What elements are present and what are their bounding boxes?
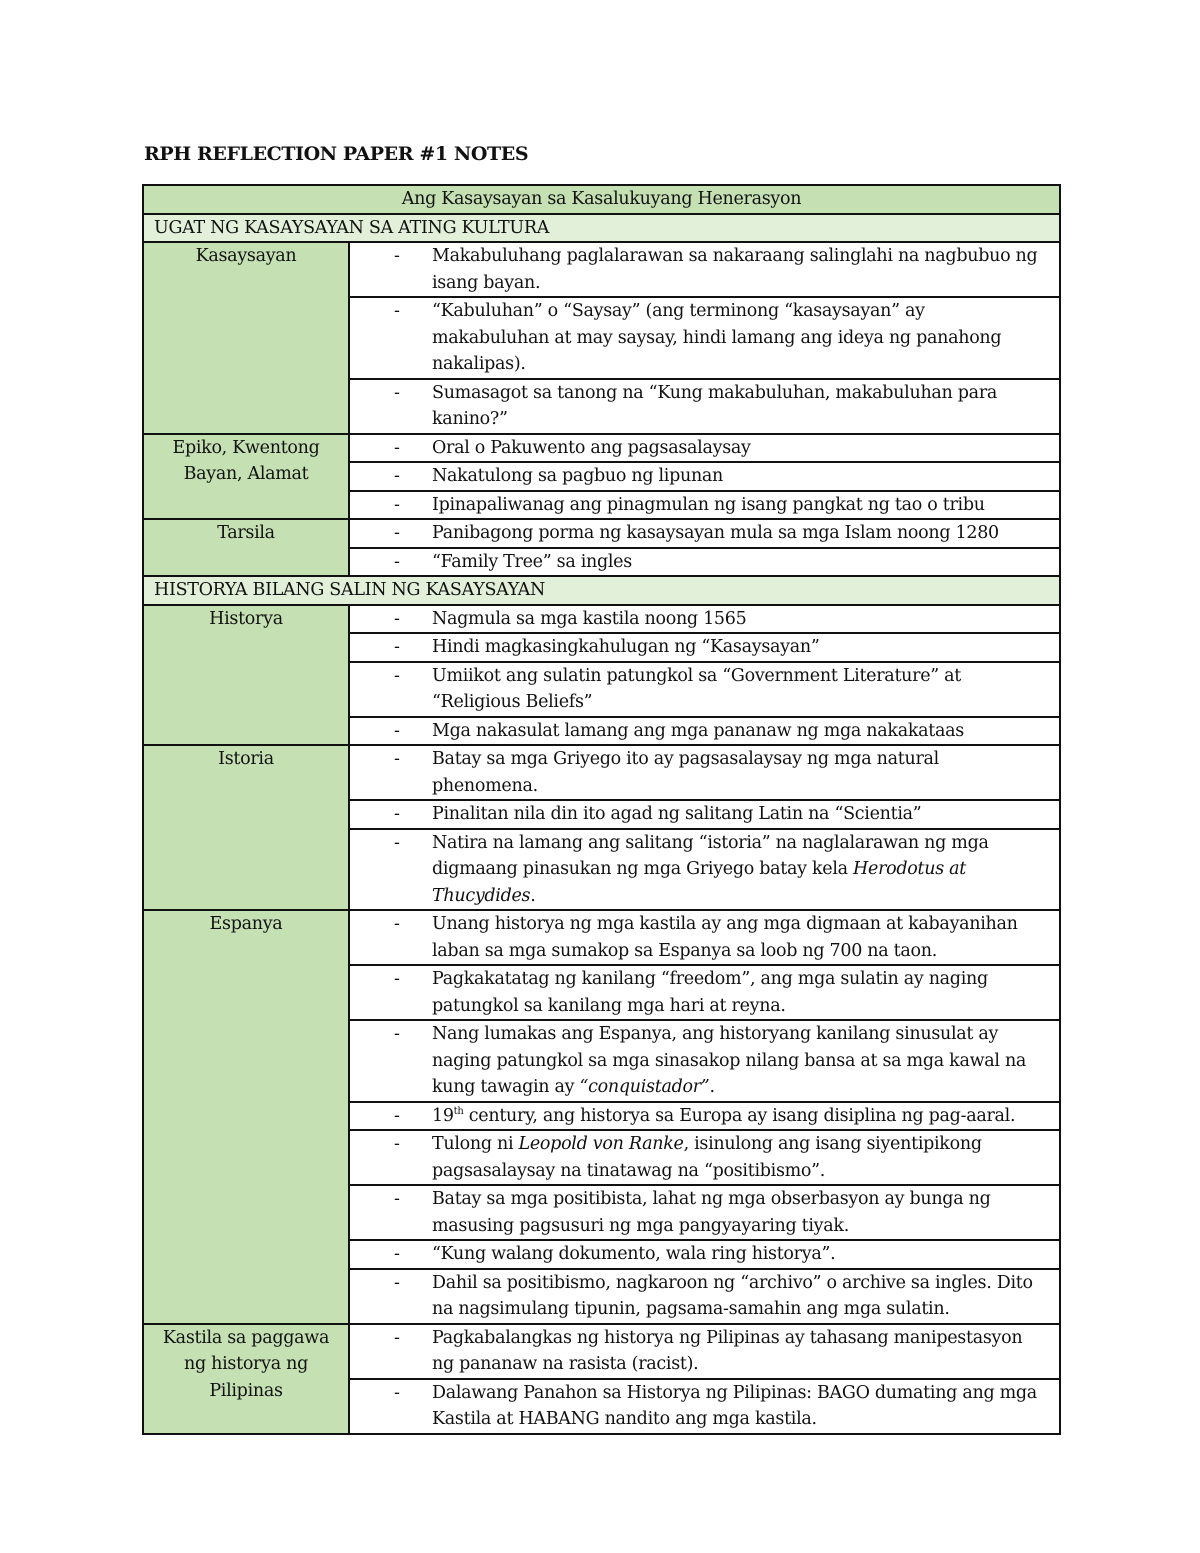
bullet-cell — [349, 491, 1060, 520]
bullet-marker: - — [394, 1189, 400, 1209]
bullet-marker: - — [394, 608, 400, 629]
list-item — [350, 1270, 1059, 1323]
list-item — [350, 380, 1059, 433]
bullet-marker: - — [394, 437, 400, 458]
bullet-marker: - — [394, 665, 400, 686]
table-row — [143, 910, 1060, 965]
bullet-cell — [349, 910, 1060, 965]
bullet-text: Ipinapaliwanag ang pinagmulan ng isang pangkat ng tao o tribu — [432, 494, 985, 515]
list-item — [350, 243, 1059, 296]
list-item — [350, 1380, 1059, 1433]
bullet-marker: - — [394, 466, 400, 486]
bullet-text-part: Tulong ni — [432, 1134, 519, 1154]
bullet-marker: - — [394, 1024, 400, 1044]
bullet-marker: - — [394, 720, 400, 741]
topic-label: Epiko, Kwentong Bayan, Alamat — [143, 434, 349, 520]
bullet-text-part: . — [709, 1077, 715, 1097]
list-item — [350, 801, 1059, 828]
bullet-text: Nakatulong sa pagbuo ng lipunan — [432, 466, 724, 486]
list-item — [350, 492, 1059, 519]
bullet-marker: - — [394, 914, 400, 934]
list-item — [350, 634, 1059, 661]
table-title-row — [143, 185, 1060, 214]
bullet-cell — [349, 297, 1060, 379]
bullet-marker: - — [394, 637, 400, 657]
table-row — [143, 605, 1060, 634]
bullet-text: “Kung walang dokumento, wala ring historya”. — [432, 1244, 836, 1264]
bullet-marker: - — [394, 246, 400, 266]
topic-label: Tarsila — [143, 519, 349, 576]
bullet-text: Dalawang Panahon sa Historya ng Pilipinas: BAGO dumating ang mga Kastila at HABANG nandito ang mga kastila. — [432, 1382, 1037, 1429]
bullet-text: Umiikot ang sulatin patungkol sa “Government Literature” at “Religious Beliefs” — [432, 665, 962, 712]
bullet-text: Pagkabalangkas ng historya ng Pilipinas ay tahasang manipestasyon ng pananaw na rasista (racist). — [432, 1327, 1023, 1374]
topic-label: Espanya — [143, 910, 349, 1324]
bullet-marker: - — [394, 1105, 400, 1126]
list-item — [350, 463, 1059, 490]
bullet-text — [432, 1131, 1047, 1184]
bullet-text: Mga nakasulat lamang ang mga pananaw ng mga nakakataas — [432, 720, 964, 741]
list-item — [350, 663, 1059, 716]
page-title: RPH REFLECTION PAPER #1 NOTES — [144, 143, 529, 165]
table-row — [143, 242, 1060, 297]
bullet-text: Hindi magkasingkahulugan ng “Kasaysayan” — [432, 637, 820, 657]
bullet-marker: - — [394, 969, 400, 989]
list-item — [350, 746, 1059, 799]
table-row — [143, 1324, 1060, 1379]
bullet-cell — [349, 434, 1060, 463]
list-item — [350, 718, 1059, 745]
list-item — [350, 1131, 1059, 1184]
bullet-cell — [349, 1020, 1060, 1102]
bullet-cell — [349, 1269, 1060, 1324]
bullet-cell — [349, 1379, 1060, 1434]
italic-text: Herodotus at Thucydides — [432, 859, 967, 906]
bullet-text: Dahil sa positibismo, nagkaroon ng “archivo” o archive sa ingles. Dito na nagsimulang tipunin, pagsama-samahin ang mga sulatin. — [432, 1272, 1033, 1319]
topic-label: Istoria — [143, 745, 349, 910]
notes-table — [142, 184, 1061, 1435]
bullet-text: Makabuluhang paglalarawan sa nakaraang salinglahi na nagbubuo ng isang bayan. — [432, 246, 1038, 293]
bullet-text: “Kabuluhan” o “Saysay” (ang terminong “kasaysayan” ay makabuluhan at may saysay, hindi lamang ang ideya ng panahong nakalipas). — [432, 301, 1002, 374]
topic-label: Historya — [143, 605, 349, 746]
bullet-cell — [349, 519, 1060, 548]
bullet-cell — [349, 1102, 1060, 1131]
bullet-text: “Family Tree” sa ingles — [432, 551, 632, 572]
bullet-text-part: Natira na lamang ang salitang “istoria” na naglalarawan ng mga digmaang pinasukan ng mga Griyego batay kela — [432, 832, 989, 879]
topic-label: Kastila sa paggawa ng historya ng Pilipinas — [143, 1324, 349, 1434]
bullet-cell — [349, 800, 1060, 829]
bullet-cell — [349, 717, 1060, 746]
list-item — [350, 520, 1059, 547]
table-row — [143, 519, 1060, 548]
bullet-cell — [349, 1130, 1060, 1185]
superscript: th — [453, 1105, 464, 1117]
bullet-text-part: century, ang historya sa Europa ay isang disiplina ng pag-aaral. — [463, 1105, 1016, 1126]
bullet-cell — [349, 548, 1060, 577]
bullet-marker: - — [394, 804, 400, 824]
table-row — [143, 745, 1060, 800]
bullet-cell — [349, 1324, 1060, 1379]
bullet-cell — [349, 379, 1060, 434]
bullet-cell — [349, 1185, 1060, 1240]
bullet-text: Unang historya ng mga kastila ay ang mga digmaan at kabayanihan laban sa mga sumakop sa Espanya sa loob ng 700 na taon. — [432, 914, 1018, 961]
bullet-text: Batay sa mga Griyego ito ay pagsasalaysay ng mga natural phenomena. — [432, 749, 939, 796]
section-heading: UGAT NG KASAYSAYAN SA ATING KULTURA — [143, 214, 1060, 243]
bullet-text: Batay sa mga positibista, lahat ng mga obserbasyon ay bunga ng masusing pagsusuri ng mga pangyayaring tiyak. — [432, 1189, 991, 1236]
bullet-marker: - — [394, 523, 400, 543]
bullet-text: Nagmula sa mga kastila noong 1565 — [432, 608, 747, 629]
list-item — [350, 966, 1059, 1019]
bullet-marker: - — [394, 301, 400, 321]
bullet-cell — [349, 829, 1060, 911]
list-item — [350, 549, 1059, 576]
bullet-text-part: . — [530, 885, 536, 906]
bullet-text: Panibagong porma ng kasaysayan mula sa mga Islam noong 1280 — [432, 523, 999, 543]
table-row — [143, 434, 1060, 463]
bullet-marker: - — [394, 1272, 400, 1293]
section-row — [143, 214, 1060, 243]
bullet-text — [432, 830, 1047, 910]
bullet-cell — [349, 1240, 1060, 1269]
bullet-cell — [349, 745, 1060, 800]
bullet-marker: - — [394, 1327, 400, 1348]
bullet-text: Pinalitan nila din ito agad ng salitang Latin na “Scientia” — [432, 804, 922, 824]
bullet-text-part: , isinulong ang isang siyentipikong pagsasalaysay na tinatawag na “positibismo”. — [432, 1134, 982, 1181]
italic-text: “conquistador” — [579, 1077, 710, 1097]
bullet-cell — [349, 633, 1060, 662]
bullet-cell — [349, 242, 1060, 297]
list-item — [350, 1241, 1059, 1268]
bullet-marker: - — [394, 551, 400, 572]
bullet-marker: - — [394, 1244, 400, 1264]
list-item — [350, 1186, 1059, 1239]
bullet-marker: - — [394, 494, 400, 515]
bullet-marker: - — [394, 382, 400, 403]
section-row — [143, 576, 1060, 605]
bullet-text — [432, 1103, 1047, 1130]
bullet-marker: - — [394, 1382, 400, 1403]
notes-table-body — [143, 185, 1060, 1434]
bullet-text-part: Nang lumakas ang Espanya, ang historyang kanilang sinusulat ay naging patungkol sa mga sinasakop nilang bansa at sa mga kawal na kung tawagin ay — [432, 1024, 1027, 1097]
bullet-text-part: 19 — [432, 1105, 454, 1126]
list-item — [350, 1103, 1059, 1130]
bullet-cell — [349, 662, 1060, 717]
bullet-text: Oral o Pakuwento ang pagsasalaysay — [432, 437, 751, 458]
list-item — [350, 298, 1059, 378]
italic-text: Leopold von Ranke — [518, 1134, 684, 1154]
bullet-cell — [349, 605, 1060, 634]
list-item — [350, 1325, 1059, 1378]
bullet-marker: - — [394, 749, 400, 769]
section-heading: HISTORYA BILANG SALIN NG KASAYSAYAN — [143, 576, 1060, 605]
list-item — [350, 830, 1059, 910]
topic-label: Kasaysayan — [143, 242, 349, 434]
bullet-marker: - — [394, 832, 400, 853]
list-item — [350, 1021, 1059, 1101]
bullet-text: Sumasagot sa tanong na “Kung makabuluhan, makabuluhan para kanino?” — [432, 382, 998, 429]
bullet-cell — [349, 462, 1060, 491]
bullet-text — [432, 1021, 1047, 1101]
bullet-cell — [349, 965, 1060, 1020]
list-item — [350, 606, 1059, 633]
table-title: Ang Kasaysayan sa Kasalukuyang Henerasyon — [143, 185, 1060, 214]
list-item — [350, 435, 1059, 462]
list-item — [350, 911, 1059, 964]
bullet-text: Pagkakatatag ng kanilang “freedom”, ang mga sulatin ay naging patungkol sa kanilang mga hari at reyna. — [432, 969, 988, 1016]
bullet-marker: - — [394, 1134, 400, 1154]
